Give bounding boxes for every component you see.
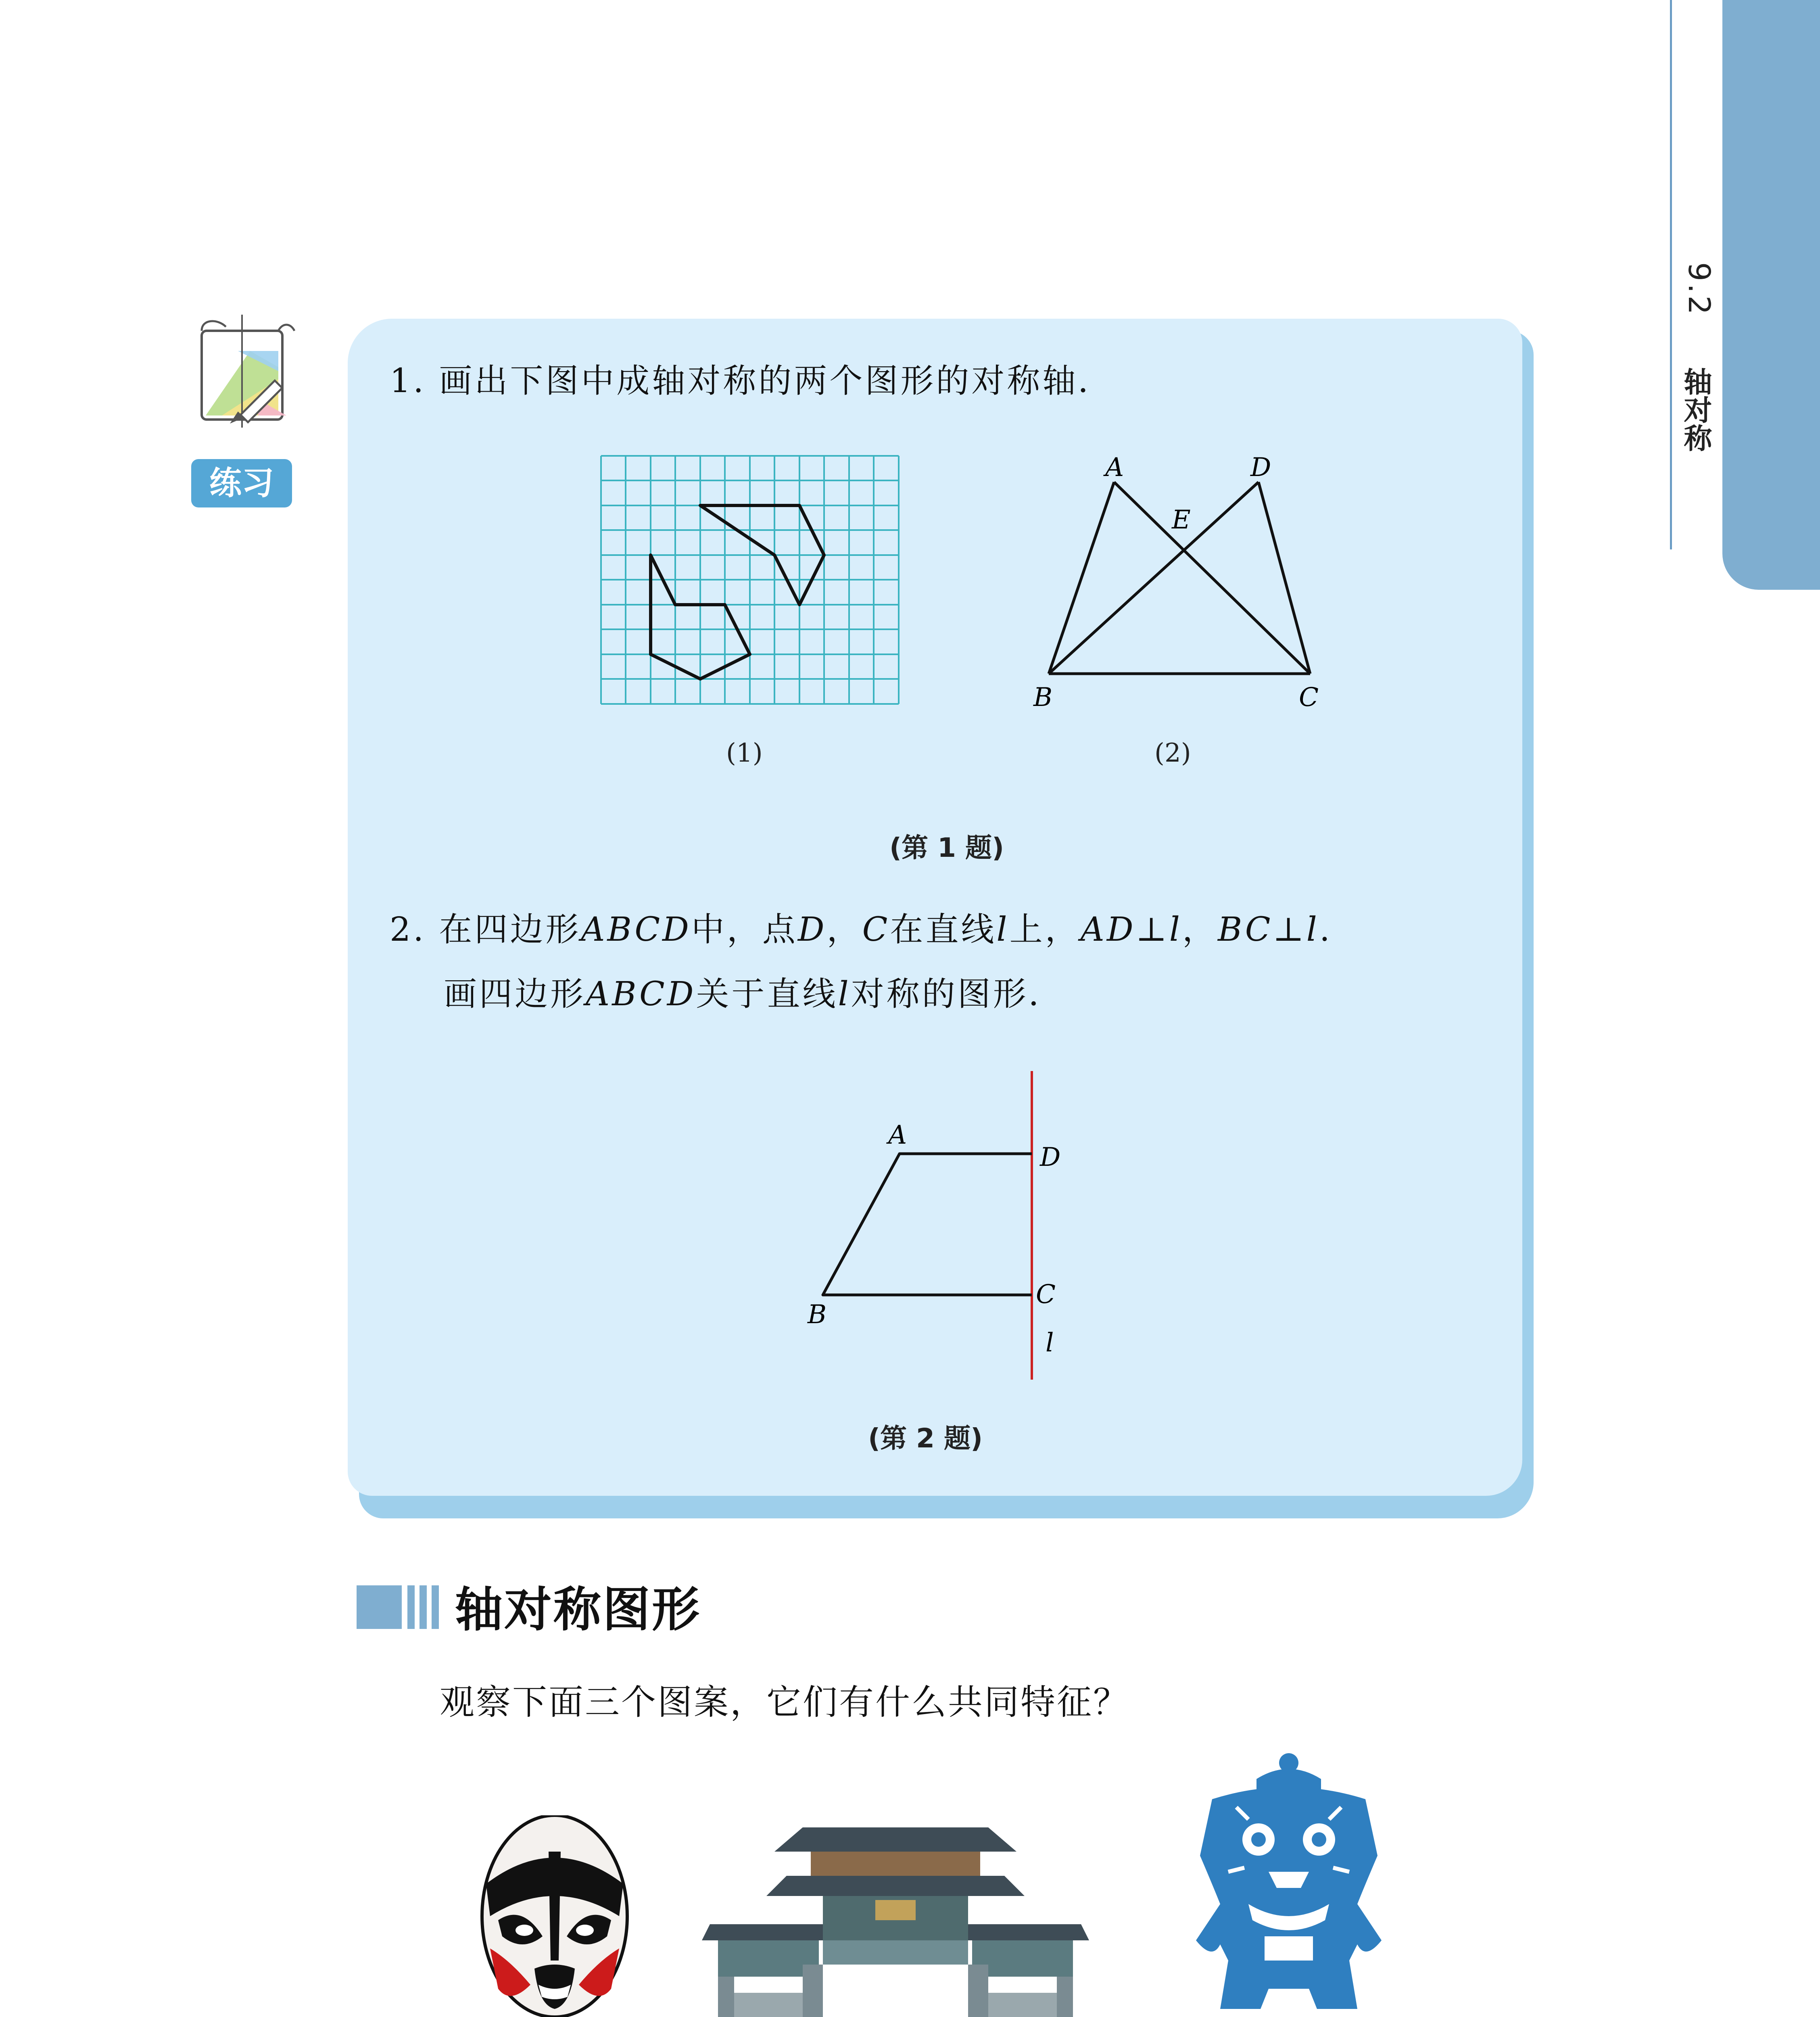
segment-dc — [1259, 482, 1310, 674]
q2-bc: BC — [1217, 910, 1273, 949]
q2-text-1: 在四边形 — [439, 910, 581, 949]
q2-perp-2: ⊥ — [1273, 910, 1307, 949]
section-running-title: 轴对称 — [1679, 367, 1712, 452]
notebook-pencil-icon — [177, 307, 311, 436]
figure-1-grid — [597, 452, 904, 710]
q2-line-l-3: l — [1306, 910, 1319, 949]
point-d-label: D — [1250, 453, 1271, 482]
section-number: 9.2 — [1682, 262, 1716, 317]
q2-ad: AD — [1080, 910, 1136, 949]
sidebar-divider — [1670, 0, 1672, 549]
q2-label-d: D — [1040, 1142, 1061, 1172]
opera-mask-image — [474, 1815, 635, 2017]
question-2-number: 2. — [390, 910, 426, 949]
q2-text-9: . — [1319, 910, 1332, 949]
q2-point-c: C — [862, 910, 890, 949]
point-e-label: E — [1172, 505, 1191, 535]
q2-line-l-2: l — [1169, 910, 1182, 949]
segment-ac — [1114, 482, 1310, 674]
q2-line2-text-1: 画四边形 — [444, 975, 586, 1013]
question-2-line-2 — [444, 968, 1064, 1021]
q2-text-4: 在直线 — [890, 910, 997, 949]
point-b-label: B — [1033, 683, 1053, 712]
q2-label-c: C — [1036, 1280, 1056, 1309]
grid-lines — [601, 456, 899, 704]
question-1 — [390, 355, 1113, 407]
q2-text-5: 上， — [1009, 910, 1081, 949]
question-2-line-1 — [390, 904, 1332, 956]
q2-line2-l: l — [838, 975, 851, 1013]
quadrilateral-abcd — [823, 1154, 1032, 1295]
section-title: 轴对称图形 — [455, 1582, 701, 1637]
point-a-label: A — [1105, 453, 1124, 482]
figure-2-triangles — [1025, 444, 1347, 726]
figure-2-label: (2) — [1154, 738, 1191, 768]
figure-q2-quadrilateral — [791, 1061, 1097, 1384]
question-2-caption: (第 2 题) — [868, 1423, 983, 1454]
q2-label-l: l — [1046, 1328, 1054, 1358]
figure-1-label: (1) — [726, 738, 763, 768]
q2-point-d: D — [797, 910, 827, 949]
chapter-tab — [1722, 0, 1820, 590]
section-question: 观察下面三个图案，它们有什么共同特征？ — [440, 1682, 1129, 1723]
paper-cut-tiger-image — [1188, 1751, 1390, 2017]
sidebar-label — [1676, 262, 1716, 488]
question-1-text: 画出下图中成轴对称的两个图形的对称轴． — [439, 362, 1114, 400]
section-marker-icon — [357, 1581, 445, 1631]
q2-text-7: ， — [1182, 910, 1218, 949]
exercise-badge: 练习 — [191, 459, 292, 507]
q2-line2-abcd: ABCD — [586, 975, 696, 1013]
memorial-archway-image — [702, 1803, 1089, 2017]
q2-label-a: A — [888, 1120, 907, 1150]
q2-abcd: ABCD — [581, 910, 691, 949]
question-1-caption: (第 1 题) — [889, 832, 1004, 863]
q2-text-2: 中，点 — [691, 910, 798, 949]
question-1-number: 1. — [390, 362, 426, 400]
q2-label-b: B — [808, 1300, 827, 1330]
q2-perp-1: ⊥ — [1135, 910, 1169, 949]
point-c-label: C — [1299, 683, 1319, 712]
q2-line2-text-3: 对称的图形． — [851, 975, 1064, 1013]
q2-line-l: l — [996, 910, 1010, 949]
q2-text-3: ， — [827, 910, 862, 949]
q2-line2-text-2: 关于直线 — [696, 975, 838, 1013]
